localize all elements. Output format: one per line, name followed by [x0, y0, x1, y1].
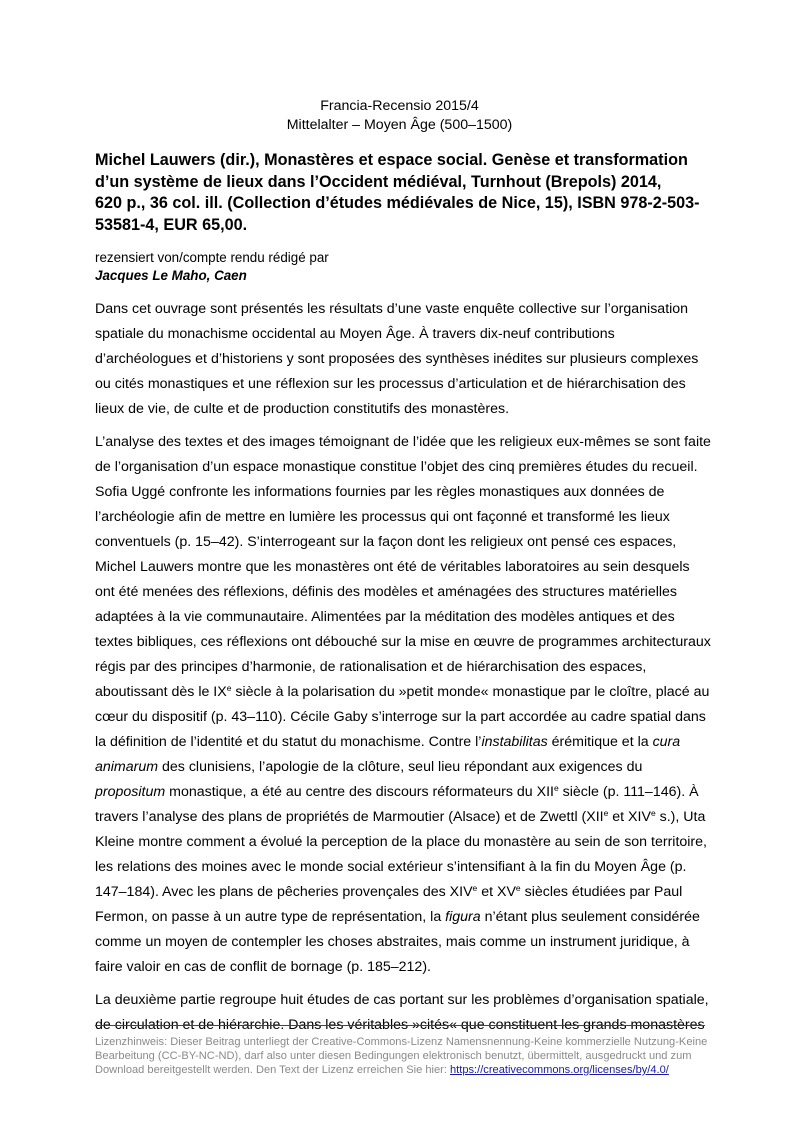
- italic-term: propositum: [95, 784, 166, 800]
- p2-text: s.), Uta Kleine montre comment a évolué la perception de la place du monastère au sein de son territoire, les relations des moines avec le monde social extérieur s’intensifiant à la fin du Moyen Âge (p. 147–184). Avec les plans de pêcheries provençales des XIV: [95, 809, 707, 900]
- byline: [95, 249, 705, 284]
- paragraph-2: [95, 430, 713, 980]
- p2-text: et XIV: [608, 809, 651, 825]
- footer-divider: [95, 1025, 705, 1026]
- p2-text: des clunisiens, l’apologie de la clôture, seul lieu répondant aux exigences du: [158, 759, 643, 775]
- review-body: [95, 297, 713, 1046]
- superscript: e: [650, 808, 656, 818]
- license-text: Lizenzhinweis: Dieser Beitrag unterliegt der Creative-Commons-Lizenz Namensnennung-Keine kommerzielle Nutzung-Keine Bearbeitung (CC-BY-NC-ND), darf also unter diesen Bedingungen elektronisch benutzt, übermittelt, ausgedruckt und zum Download bereitgestellt werden. Den Text der Lizenz erreichen Sie hier:: [95, 1036, 708, 1076]
- superscript: e: [515, 883, 521, 893]
- p2-text: siècles étudiées par Paul Fermon, on passe à un autre type de représentation, la: [95, 884, 683, 925]
- journal-section: Mittelalter – Moyen Âge (500–1500): [286, 117, 513, 133]
- book-title: [95, 150, 710, 236]
- italic-term: cura animarum: [95, 734, 681, 775]
- title-line-2: d’un système de lieux dans l’Occident médiéval, Turnhout (Brepols) 2014,: [95, 172, 662, 191]
- italic-term: figura: [445, 909, 481, 925]
- p2-text: et XV: [477, 884, 516, 900]
- license-footer: [95, 1035, 710, 1077]
- title-line-1: Michel Lauwers (dir.), Monastères et espace social. Genèse et transformation: [95, 151, 688, 169]
- superscript: e: [553, 783, 559, 793]
- superscript: e: [472, 883, 478, 893]
- p2-text: siècle (p. 111–146). À travers l’analyse des plans de propriétés de Marmoutier (Alsace) et de Zwettl (XII: [95, 784, 699, 825]
- journal-issue: Francia-Recensio 2015/4: [320, 98, 479, 114]
- italic-term: instabilitas: [481, 734, 548, 750]
- license-link[interactable]: https://creativecommons.org/licenses/by/4.0/: [450, 1064, 669, 1076]
- title-line-3: 620 p., 36 col. ill. (Collection d’études médiévales de Nice, 15), ISBN 978-2-503-: [95, 194, 700, 212]
- paragraph-1: Dans cet ouvrage sont présentés les résultats d’une vaste enquête collective sur l’organisation spatiale du monachisme occidental au Moyen Âge. À travers dix-neuf contributions d’archéologues et d’historiens y sont proposées des synthèses inédites sur plusieurs complexes ou cités monastiques et une réflexion sur les processus d’articulation et de hiérarchisation des lieux de vie, de culte et de production constitutifs des monastères.: [95, 301, 699, 417]
- p2-text: siècle à la polarisation du »petit monde« monastique par le cloître, placé au cœur du dispositif (p. 43–110). Cécile Gaby s’interroge sur la part accordée au cadre spatial dans la définition de l’identité et du statut du monachisme. Contre l’: [95, 684, 710, 750]
- superscript: e: [603, 808, 609, 818]
- p2-text: n’étant plus seulement considérée comme un moyen de contempler les choses abstraites, mais comme un instrument juridique, à faire valoir en cas de conflit de bornage (p. 185–212).: [95, 909, 700, 975]
- reviewer-name: Jacques Le Maho, Caen: [95, 267, 247, 283]
- paragraph-3: La deuxième partie regroupe huit études de cas portant sur les problèmes d’organisation spatiale, de circulation et de hiérarchie. Dans les véritables »cités« que constituent les grands monastères: [95, 992, 709, 1033]
- superscript: e: [226, 683, 232, 693]
- byline-label: rezensiert von/compte rendu rédigé par: [95, 250, 329, 265]
- journal-header: [0, 97, 799, 135]
- p2-text: monastique, a été au centre des discours réformateurs du XII: [165, 784, 554, 800]
- p2-text: L’analyse des textes et des images témoignant de l’idée que les religieux eux-mêmes se sont faite de l’organisation d’un espace monastique constitue l’objet des cinq premières études du recueil. Sofia Uggé confronte les informations fournies par les règles monastiques aux données de l’archéologie afin de mettre en lumière les processus qui ont façonné et transformé les lieux conventuels (p. 15–42). S’interrogeant sur la façon dont les religieux ont pensé ces espaces, Michel Lauwers montre que les monastères ont été de véritables laboratoires au sein desquels ont été menées des réflexions, définis des modèles et aménagées des structures matérielles adaptées à la vie communautaire. Alimentées par la méditation des modèles antiques et des textes bibliques, ces réflexions ont débouché sur la mise en œuvre de programmes architecturaux régis par des principes d’harmonie, de rationalisation et de hiérarchisation des espaces, aboutissant dès le IX: [95, 434, 711, 700]
- title-line-4: 53581-4, EUR 65,00.: [95, 215, 248, 234]
- p2-text: érémitique et la: [547, 734, 653, 750]
